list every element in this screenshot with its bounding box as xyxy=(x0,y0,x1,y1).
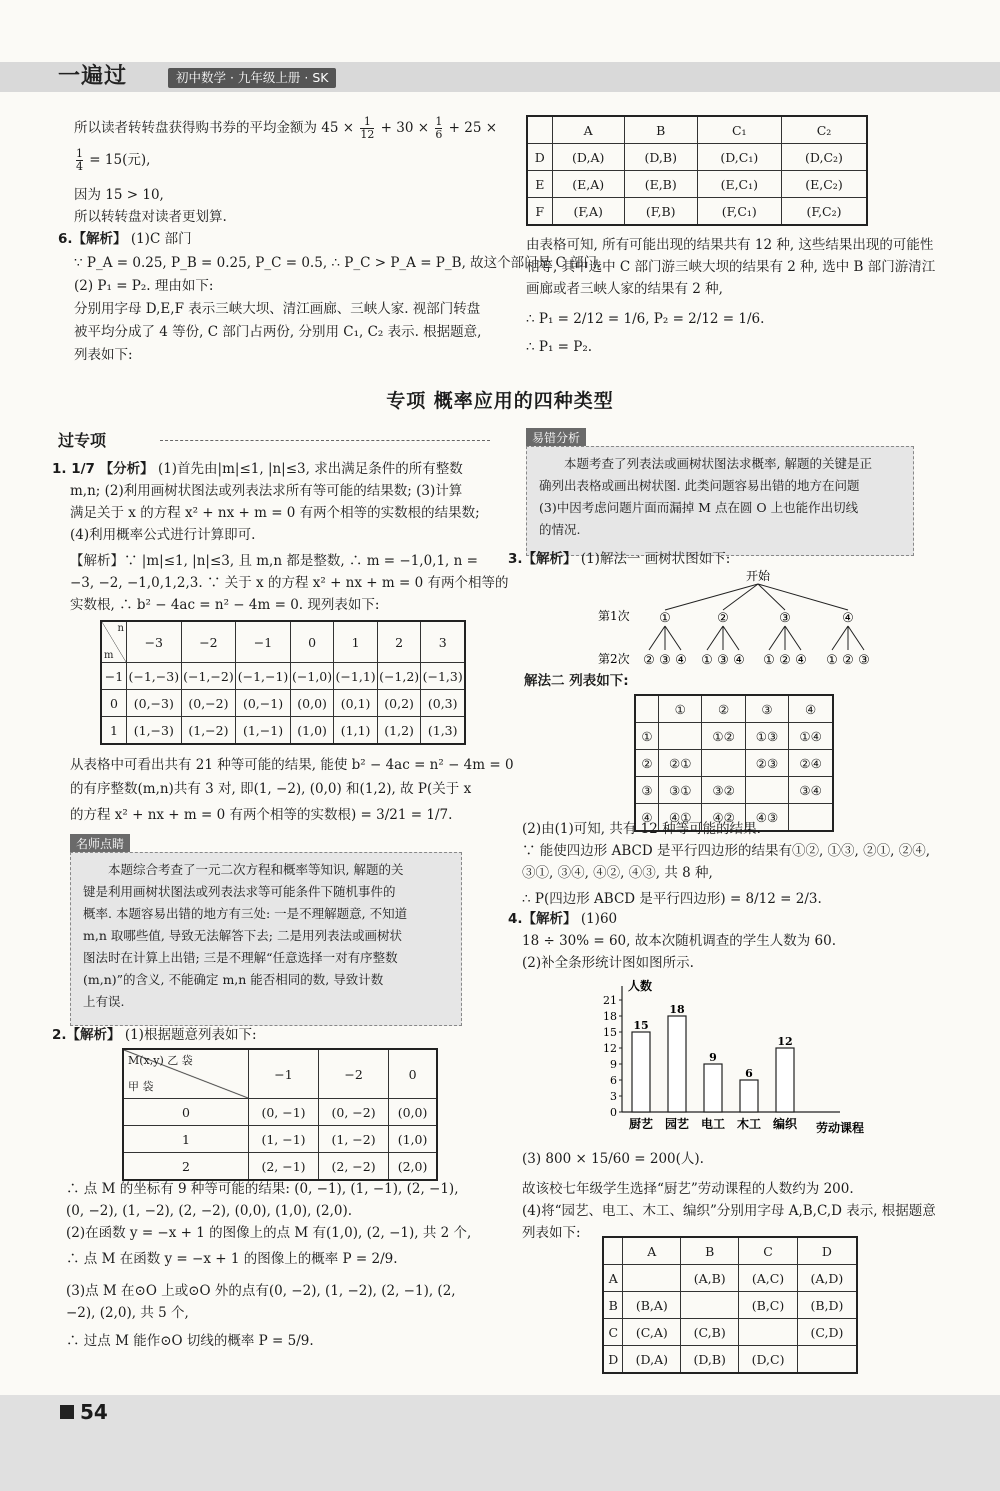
table-q3 xyxy=(634,694,834,832)
table-header-row xyxy=(635,695,833,723)
tip-line: 图法时在计算上出错; 三是不理解“任意选择一对有序整数 xyxy=(83,950,398,965)
table-cell: (A,B) xyxy=(681,1265,739,1292)
text-line xyxy=(508,548,730,570)
table-row xyxy=(635,750,833,777)
table-row xyxy=(123,1153,437,1181)
table-row xyxy=(527,171,867,198)
header-cell: 3 xyxy=(421,621,465,663)
bar-value-label: 15 xyxy=(633,1019,649,1032)
y-axis-label: 人数 xyxy=(628,979,653,993)
table-cell: ④② xyxy=(702,804,745,832)
text-span: + 25 × xyxy=(448,120,498,136)
table-cell: (0,2) xyxy=(377,690,421,717)
fraction xyxy=(435,116,442,141)
text-line: ∴ P₁ = P₂. xyxy=(526,339,593,355)
tree-edge xyxy=(832,626,848,650)
table-cell: ②④ xyxy=(789,750,833,777)
table-cell: (−1,−2) xyxy=(181,663,236,690)
text-line: 【解析】∵ |m|≤1, |n|≤3, 且 m,n 都是整数, ∴ m = −1,0,1, n = xyxy=(70,553,478,569)
table-cell: (A,D) xyxy=(797,1265,857,1292)
section-title: 专项 概率应用的四种类型 xyxy=(386,390,614,412)
table-header-row xyxy=(603,1237,857,1265)
table-cell: (−1,1) xyxy=(334,663,378,690)
table-q1 xyxy=(100,620,466,745)
table-cell: (D,B) xyxy=(681,1346,739,1374)
tree-leaf: ④ xyxy=(795,653,807,668)
table-cell: (−1,−3) xyxy=(127,663,182,690)
table-cell: (−1,3) xyxy=(421,663,465,690)
table-cell: (0,−3) xyxy=(127,690,182,717)
text-span: 所以读者转转盘获得购书券的平均金额为 45 × xyxy=(74,120,355,136)
tip-line: 本题综合考查了一元二次方程和概率等知识, 解题的关 xyxy=(108,862,404,877)
table-header-row xyxy=(101,621,465,663)
text-line: 列表如下: xyxy=(74,347,133,363)
table-cell: (E,C₂) xyxy=(781,171,867,198)
denominator: 4 xyxy=(76,160,83,173)
y-tick-label: 21 xyxy=(603,994,617,1007)
tree-leaf: ② xyxy=(643,653,655,668)
table-cell: (B,A) xyxy=(623,1292,681,1319)
table-cell: (D,C) xyxy=(739,1346,798,1374)
text-line: ∴ 点 M 的坐标有 9 种等可能的结果: (0, −1), (1, −1), (2, −1), xyxy=(66,1181,459,1197)
table-cell: (1,3) xyxy=(421,717,465,745)
tip-line: 键是利用画树状图法或列表法求等可能条件下随机事件的 xyxy=(83,884,396,899)
table-cell: (2, −2) xyxy=(319,1153,389,1181)
table-cell: (F,A) xyxy=(552,198,624,226)
tree-edge xyxy=(785,626,801,650)
tree-node-4: ④ xyxy=(842,611,854,626)
row-header-cell: ③ xyxy=(635,777,659,804)
tree-diagram xyxy=(590,568,890,674)
table-cell: ②① xyxy=(659,750,702,777)
category-label: 厨艺 xyxy=(628,1117,654,1131)
y-tick-label: 9 xyxy=(610,1058,617,1071)
denominator: 6 xyxy=(435,128,443,141)
table-cell: (1,0) xyxy=(389,1126,437,1153)
tree-leaf: ② xyxy=(779,653,791,668)
text-line xyxy=(52,1024,257,1046)
table-cell xyxy=(745,777,788,804)
y-tick-label: 15 xyxy=(603,1026,617,1039)
row-header-cell: ④ xyxy=(635,804,659,832)
table-cell: (−1,−1) xyxy=(236,663,291,690)
table-cell: (F,C₂) xyxy=(781,198,867,226)
table-cell: (0, −1) xyxy=(249,1099,319,1126)
text-line: (3) 800 × 15/60 = 200(人). xyxy=(522,1151,704,1167)
tree-level1-label: 第1次 xyxy=(598,609,630,623)
table-cell: (C,D) xyxy=(797,1319,857,1346)
table-cell xyxy=(659,723,702,750)
question-label: 2.【解析】 xyxy=(52,1027,121,1043)
y-tick-label: 6 xyxy=(610,1074,617,1087)
bar-电工 xyxy=(704,1064,722,1112)
text-line xyxy=(74,116,497,141)
row-header-cell: C xyxy=(603,1319,623,1346)
table-cell: ①④ xyxy=(789,723,833,750)
text-span: (1)首先由|m|≤1, |n|≤3, 求出满足条件的所有整数 xyxy=(157,461,463,477)
category-label: 木工 xyxy=(736,1117,762,1131)
tree-start-label: 开始 xyxy=(745,569,771,583)
table-cell xyxy=(739,1319,798,1346)
question-label: 3.【解析】 xyxy=(508,551,577,567)
table-cell: (C,B) xyxy=(681,1319,739,1346)
text-span: + 30 × xyxy=(380,120,430,136)
text-line xyxy=(52,458,463,480)
table-cell: (0,0) xyxy=(290,690,334,717)
header-cell: −1 xyxy=(236,621,291,663)
header-cell: ① xyxy=(659,695,702,723)
x-axis-label: 劳动课程 xyxy=(816,1121,865,1135)
header-cell: A xyxy=(552,116,624,144)
category-label: 园艺 xyxy=(664,1117,690,1131)
table-cell xyxy=(681,1292,739,1319)
table-cell: (E,B) xyxy=(624,171,697,198)
table-row xyxy=(101,690,465,717)
text-line: 18 ÷ 30% = 60, 故本次随机调查的学生人数为 60. xyxy=(522,933,836,949)
table-cell: ①② xyxy=(702,723,745,750)
tip-line: 概率. 本题容易出错的地方有三处: 一是不理解题意, 不知道 xyxy=(83,906,408,921)
tree-edge xyxy=(649,626,665,650)
tree-leaf: ① xyxy=(701,653,713,668)
tip-line: (m,n)”的含义, 不能确定 m,n 能否相同的数, 导致计数 xyxy=(83,972,384,987)
text-span: (1)60 xyxy=(580,911,618,927)
corner-cell xyxy=(101,621,127,663)
header-cell xyxy=(635,695,659,723)
table-cell xyxy=(797,1346,857,1374)
header-cell: 0 xyxy=(389,1049,437,1099)
tree-node-1: ① xyxy=(659,611,671,626)
text-line: 画廊或者三峡人家的结果有 2 种, xyxy=(526,281,723,297)
header-cell: −3 xyxy=(127,621,182,663)
row-header-cell: −1 xyxy=(101,663,127,690)
header-cell: 0 xyxy=(290,621,334,663)
table-cell: ③① xyxy=(659,777,702,804)
corner-bottom-label: 甲 袋 xyxy=(128,1080,154,1093)
header-cell: C₁ xyxy=(697,116,781,144)
corner-cell xyxy=(123,1049,249,1099)
table-cell: (0,−2) xyxy=(181,690,236,717)
header-cell xyxy=(527,116,552,144)
table-top xyxy=(526,115,868,226)
table-cell: ③④ xyxy=(789,777,833,804)
table-cell: (2, −1) xyxy=(249,1153,319,1181)
table-row xyxy=(123,1099,437,1126)
text-line: (2)补全条形统计图如图所示. xyxy=(522,955,694,971)
bar-value-label: 18 xyxy=(669,1003,685,1016)
tree-edge xyxy=(848,626,864,650)
table-cell: (0, −2) xyxy=(319,1099,389,1126)
table-cell: (1,−1) xyxy=(236,717,291,745)
header-cell: B xyxy=(624,116,697,144)
header-cell: ② xyxy=(702,695,745,723)
header-cell: 2 xyxy=(377,621,421,663)
text-line: ∵ P_A = 0.25, P_B = 0.25, P_C = 0.5, ∴ P_C > P_A = P_B, 故这个部门是 C 部门. xyxy=(74,255,602,271)
bar-编织 xyxy=(776,1048,794,1112)
text-line: (3)点 M 在⊙O 上或⊙O 外的点有(0, −2), (1, −2), (2, −1), (2, xyxy=(66,1283,456,1299)
text-line xyxy=(508,908,617,930)
text-line: 实数根, ∴ b² − 4ac = n² − 4m = 0. 现列表如下: xyxy=(70,597,380,613)
table-cell: ④① xyxy=(659,804,702,832)
numerator: 1 xyxy=(76,147,83,160)
row-header-cell: ② xyxy=(635,750,659,777)
table-cell: (A,C) xyxy=(739,1265,798,1292)
row-header-cell: E xyxy=(527,171,552,198)
header-cell: C xyxy=(739,1237,798,1265)
y-tick-label: 18 xyxy=(603,1010,617,1023)
table-cell: (−1,0) xyxy=(290,663,334,690)
table-cell: (−1,2) xyxy=(377,663,421,690)
tip-line: 确列出表格或画出树状图. 此类问题容易出错的地方在问题 xyxy=(539,478,860,493)
y-tick-label: 12 xyxy=(603,1042,617,1055)
tree-leaf: ③ xyxy=(858,653,870,668)
row-header-cell: 1 xyxy=(101,717,127,745)
brand-logo: 一遍过 xyxy=(58,64,128,89)
header-cell: C₂ xyxy=(781,116,867,144)
text-line: 故该校七年级学生选择“厨艺”劳动课程的人数约为 200. xyxy=(522,1181,854,1197)
bar-chart xyxy=(590,978,890,1138)
corner-m-label: m xyxy=(104,650,114,661)
category-label: 电工 xyxy=(700,1117,726,1131)
table-cell: (1, −1) xyxy=(249,1126,319,1153)
tree-leaf: ① xyxy=(763,653,775,668)
row-header-cell: 0 xyxy=(123,1099,249,1126)
table-cell: (1,0) xyxy=(290,717,334,745)
table-header-row xyxy=(123,1049,437,1099)
table-row xyxy=(603,1265,857,1292)
text-line: ∵ 能使四边形 ABCD 是平行四边形的结果有①②, ①③, ②①, ②④, xyxy=(522,843,930,859)
denominator: 12 xyxy=(360,128,375,141)
question-label: 1. 1/7 【分析】 xyxy=(52,461,154,477)
header-cell: B xyxy=(681,1237,739,1265)
text-line: 被平均分成了 4 等份, C 部门占两份, 分别用 C₁, C₂ 表示. 根据题意, xyxy=(74,324,482,340)
text-line: (0, −2), (1, −2), (2, −2), (0,0), (1,0), (2,0). xyxy=(66,1203,353,1219)
tip-tag: 名师点睛 xyxy=(70,834,130,853)
table-row xyxy=(527,198,867,226)
question-label: 6.【解析】 xyxy=(58,231,127,247)
tip-line: 本题考查了列表法或画树状图法求概率, 解题的关键是正 xyxy=(564,456,872,471)
tree-leaf: ③ xyxy=(659,653,671,668)
numerator: 1 xyxy=(360,116,374,129)
table-cell: (D,C₂) xyxy=(781,144,867,171)
table-row xyxy=(101,663,465,690)
table-row xyxy=(635,777,833,804)
table-cell xyxy=(702,750,745,777)
text-line: 列表如下: xyxy=(522,1225,581,1241)
table-cell: ①③ xyxy=(745,723,788,750)
tree-edge xyxy=(665,626,681,650)
table-cell: (1,2) xyxy=(377,717,421,745)
text-span: (1)C 部门 xyxy=(130,231,192,247)
question-label: 4.【解析】 xyxy=(508,911,577,927)
table-cell: (E,C₁) xyxy=(697,171,781,198)
text-line: (4)将“园艺、电工、木工、编织”分别用字母 A,B,C,D 表示, 根据题意 xyxy=(522,1203,936,1219)
tip-tag: 易错分析 xyxy=(526,428,586,447)
text-line: ③①, ③④, ④②, ④③, 共 8 种, xyxy=(522,865,713,881)
header-cell: ③ xyxy=(745,695,788,723)
section-divider xyxy=(160,440,490,441)
table-row xyxy=(603,1346,857,1374)
header-cell xyxy=(603,1237,623,1265)
text-line: 分别用字母 D,E,F 表示三峡大坝、清江画廊、三峡人家. 视部门转盘 xyxy=(74,301,481,317)
text-line: 因为 15 > 10, xyxy=(74,187,164,203)
table-cell xyxy=(623,1265,681,1292)
table-cell: (1,−3) xyxy=(127,717,182,745)
text-line: ∴ P₁ = 2/12 = 1/6, P₂ = 2/12 = 1/6. xyxy=(526,311,765,327)
table-cell: (E,A) xyxy=(552,171,624,198)
header-cell: −1 xyxy=(249,1049,319,1099)
numerator: 1 xyxy=(435,115,443,128)
text-line: (2) P₁ = P₂. 理由如下: xyxy=(74,278,214,294)
text-line: (4)利用概率公式进行计算即可. xyxy=(70,527,256,543)
page-number: 54 xyxy=(60,1400,108,1424)
table-cell: (F,C₁) xyxy=(697,198,781,226)
table-cell: (0,−1) xyxy=(236,690,291,717)
footer-band xyxy=(0,1395,1000,1491)
tree-edge xyxy=(665,584,758,610)
tree-edge xyxy=(723,626,739,650)
text-line xyxy=(74,148,150,173)
table-cell: (0,3) xyxy=(421,690,465,717)
text-line: ∴ P(四边形 ABCD 是平行四边形) = 8/12 = 2/3. xyxy=(522,891,822,907)
table-cell: (2,0) xyxy=(389,1153,437,1181)
table-cell: (0,1) xyxy=(334,690,378,717)
table-q4 xyxy=(602,1236,858,1374)
tree-level2-label: 第2次 xyxy=(598,652,630,666)
bar-value-label: 9 xyxy=(709,1051,717,1064)
bar-厨艺 xyxy=(632,1032,650,1112)
text-line: ∴ 点 M 在函数 y = −x + 1 的图像上的概率 P = 2/9. xyxy=(66,1251,398,1267)
tip-line: (3)中因考虑问题片面而漏掉 M 点在圆 O 上也能作出切线 xyxy=(539,500,859,515)
bar-园艺 xyxy=(668,1016,686,1112)
category-label: 编织 xyxy=(772,1117,798,1131)
table-cell: (1,−2) xyxy=(181,717,236,745)
table-cell: (D,A) xyxy=(552,144,624,171)
table-cell: (D,A) xyxy=(623,1346,681,1374)
text-line: 相等, 其中选中 C 部门游三峡大坝的结果有 2 种, 选中 B 部门游清江 xyxy=(526,259,936,275)
table-cell: (1,1) xyxy=(334,717,378,745)
row-header-cell: B xyxy=(603,1292,623,1319)
table-q2 xyxy=(122,1048,438,1181)
table-cell: (0,0) xyxy=(389,1099,437,1126)
row-header-cell: 1 xyxy=(123,1126,249,1153)
text-line: 从表格中可看出共有 21 种等可能的结果, 能使 b² − 4ac = n² − 4m = 0 xyxy=(70,757,514,773)
tree-leaf: ④ xyxy=(733,653,745,668)
tip-line: 的情况. xyxy=(539,522,581,537)
table-row xyxy=(123,1126,437,1153)
header-cell: −2 xyxy=(181,621,236,663)
y-tick-label: 3 xyxy=(610,1090,617,1103)
tree-node-2: ② xyxy=(717,611,729,626)
section-head: 过专项 xyxy=(58,431,107,450)
tree-leaf: ④ xyxy=(675,653,687,668)
table-cell: (B,C) xyxy=(739,1292,798,1319)
teacher-tip-box xyxy=(70,852,462,1026)
tree-leaf: ② xyxy=(842,653,854,668)
text-line: m,n; (2)利用画树状图法或列表法求所有等可能的结果数; (3)计算 xyxy=(70,483,463,499)
row-header-cell: 2 xyxy=(123,1153,249,1181)
y-tick-label: 0 xyxy=(610,1106,617,1119)
method-label: 解法二 列表如下: xyxy=(524,673,629,689)
row-header-cell: F xyxy=(527,198,552,226)
text-line: 的有序整数(m,n)共有 3 对, 即(1, −2), (0,0) 和(1,2), 故 P(关于 x xyxy=(70,781,472,797)
header-subtitle: 初中数学 · 九年级上册 · SK xyxy=(168,68,336,88)
table-cell: (1, −2) xyxy=(319,1126,389,1153)
header-cell: A xyxy=(623,1237,681,1265)
text-line: −2), (2,0), 共 5 个, xyxy=(66,1305,189,1321)
tree-edge xyxy=(769,626,785,650)
tree-edge xyxy=(723,584,758,610)
tree-edge xyxy=(707,626,723,650)
row-header-cell: D xyxy=(603,1346,623,1374)
fraction xyxy=(360,116,374,141)
row-header-cell: A xyxy=(603,1265,623,1292)
bar-value-label: 12 xyxy=(777,1035,793,1048)
table-row xyxy=(527,144,867,171)
corner-top-label: M(x,y) 乙 袋 xyxy=(128,1054,193,1067)
header-cell: D xyxy=(797,1237,857,1265)
tree-leaf: ③ xyxy=(717,653,729,668)
bar-木工 xyxy=(740,1080,758,1112)
table-cell: (D,C₁) xyxy=(697,144,781,171)
table-cell: (C,A) xyxy=(623,1319,681,1346)
tree-node-3: ③ xyxy=(779,611,791,626)
tip-line: 上有误. xyxy=(83,994,125,1009)
table-cell: ③② xyxy=(702,777,745,804)
text-span: = 15(元), xyxy=(89,152,151,168)
row-header-cell: D xyxy=(527,144,552,171)
text-line: 由表格可知, 所有可能出现的结果共有 12 种, 这些结果出现的可能性 xyxy=(526,237,934,253)
text-line xyxy=(58,228,192,250)
bar-value-label: 6 xyxy=(745,1067,753,1080)
table-cell: ②③ xyxy=(745,750,788,777)
header-cell: 1 xyxy=(334,621,378,663)
text-line: −3, −2, −1,0,1,2,3. ∵ 关于 x 的方程 x² + nx + m = 0 有两个相等的 xyxy=(70,575,509,591)
table-row xyxy=(101,717,465,745)
text-line: 满足关于 x 的方程 x² + nx + m = 0 有两个相等的实数根的结果数; xyxy=(70,505,480,521)
table-cell xyxy=(789,804,833,832)
table-header-row xyxy=(527,116,867,144)
table-row xyxy=(635,723,833,750)
text-span: (1)根据题意列表如下: xyxy=(124,1027,257,1043)
text-line: 的方程 x² + nx + m = 0 有两个相等的实数根) = 3/21 = 1/7. xyxy=(70,807,453,823)
header-band xyxy=(0,62,1000,92)
table-cell: (D,B) xyxy=(624,144,697,171)
text-line: (2)由(1)可知, 共有 12 种等可能的结果. xyxy=(522,821,761,837)
table-cell: (F,B) xyxy=(624,198,697,226)
fraction xyxy=(76,148,83,173)
tip-line: m,n 取哪些值, 导致无法解答下去; 二是用列表法或画树状 xyxy=(83,928,402,943)
table-row xyxy=(603,1319,857,1346)
row-header-cell: 0 xyxy=(101,690,127,717)
table-cell: (B,D) xyxy=(797,1292,857,1319)
text-line: ∴ 过点 M 能作⊙O 切线的概率 P = 5/9. xyxy=(66,1333,314,1349)
corner-n-label: n xyxy=(117,623,124,634)
text-line: (2)在函数 y = −x + 1 的图像上的点 M 有(1,0), (2, −1), 共 2 个, xyxy=(66,1225,472,1241)
table-cell: ④③ xyxy=(745,804,788,832)
text-line: 所以转转盘对读者更划算. xyxy=(74,209,227,225)
table-row xyxy=(603,1292,857,1319)
tree-leaf: ① xyxy=(826,653,838,668)
row-header-cell: ① xyxy=(635,723,659,750)
header-cell: −2 xyxy=(319,1049,389,1099)
error-tip-box xyxy=(526,446,914,556)
text-span: (1)解法一 画树状图如下: xyxy=(580,551,731,567)
header-cell: ④ xyxy=(789,695,833,723)
